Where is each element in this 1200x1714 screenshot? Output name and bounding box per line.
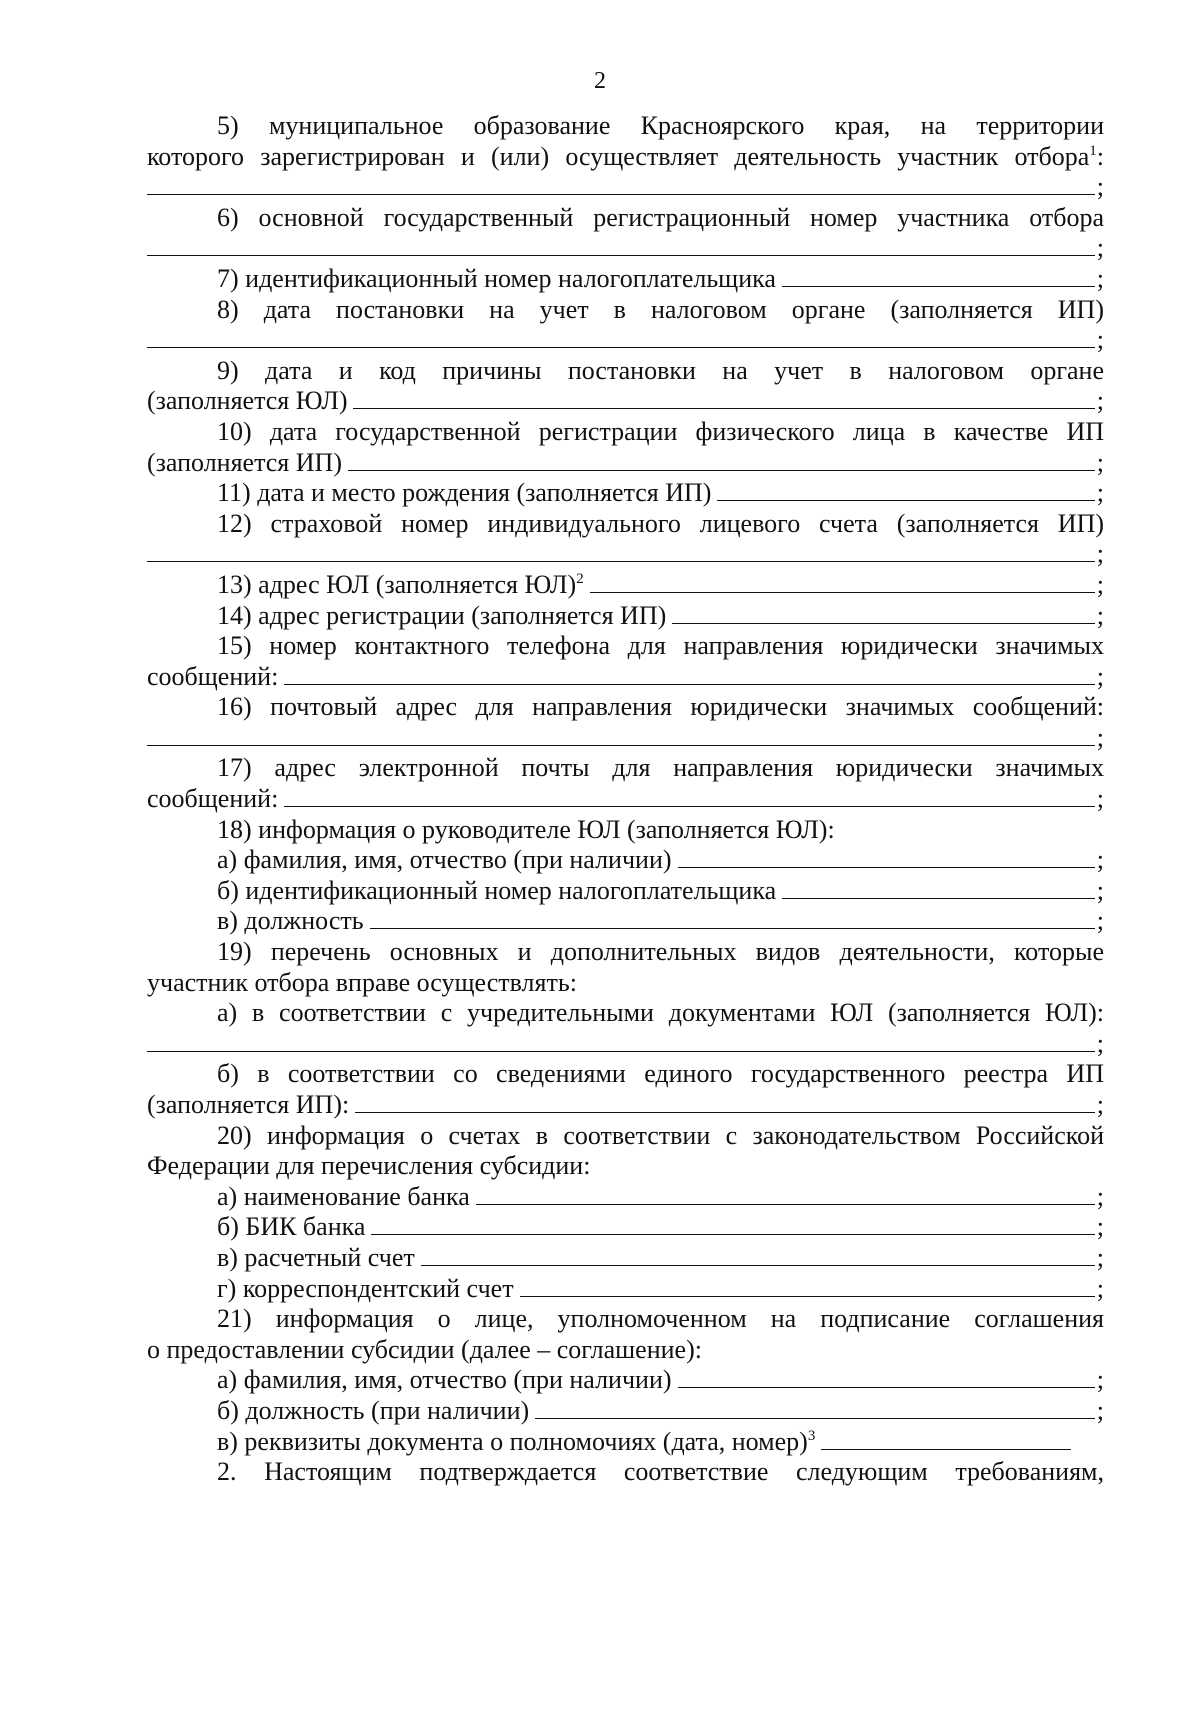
item-5-text-cont: которого зарегистрирован и (или) осуществляет деятельность участник отбора$^1$:	[147, 141, 1104, 171]
item-12-text: 12) страховой номер индивидуального лицевого счета (заполняется ИП)	[217, 508, 1104, 538]
field-ip-registration-date[interactable]	[348, 450, 1095, 471]
field-registration-address[interactable]	[672, 603, 1095, 624]
field-head-position[interactable]	[370, 908, 1095, 929]
item-20d-text: г) корреспондентский счет	[217, 1273, 514, 1303]
item-21c-text: в) реквизиты документа о полномочиях (дата, номер)$^3$	[217, 1426, 816, 1456]
item-20-text: 20) информация о счетах в соответствии с законодательством Российской	[217, 1120, 1104, 1150]
item-17-text-cont: сообщений:	[147, 784, 279, 814]
item-18-text: 18) информация о руководителе ЮЛ (заполняется ЮЛ):	[217, 814, 835, 844]
item-18b-text: б) идентификационный номер налогоплательщика	[217, 875, 777, 905]
field-kpp[interactable]	[353, 388, 1094, 409]
field-phone[interactable]	[284, 664, 1094, 685]
item-20b-text: б) БИК банка	[217, 1212, 366, 1242]
item-19a-text: а) в соответствии с учредительными документами ЮЛ (заполняется ЮЛ):	[217, 998, 1104, 1028]
item-5-text: 5) муниципальное образование Красноярского края, на территории	[217, 111, 1104, 140]
field-bank-bic[interactable]	[371, 1214, 1094, 1235]
item-15-text-cont: сообщений:	[147, 661, 279, 691]
item-19b-text: б) в соответствии со сведениями единого государственного реестра ИП	[217, 1059, 1104, 1089]
item-6-text: 6) основной государственный регистрационный номер участника отбора	[217, 202, 1104, 232]
form-body: 5) муниципальное образование Красноярского края, на территории которого зарегистрирован и (или) осуществляет деятельность участник отбора$^1$: ; 6) основной государственный регистрационный номер участника отбора ; 7) идентификационный номер налогоплательщика ; 8) дата постановки на учет в налоговом органе (заполняется ИП) ; 9) дата и код причины постановки на учет в налоговом органе (заполняется ЮЛ) ; 10) дата государственной регистрации физического лица в качестве ИП (заполняется ИП) ; 11) дата и место рождения (заполняется ИП) ; 12) страховой номер индивидуального лицевого счета (заполняется ИП) ; 13) адрес ЮЛ (заполняется ЮЛ)$^2$ ; 14) адрес регистрации (заполняется ИП) ; 15) номер контактного телефона для направления юридически значимых сообщений: ; 16) почтовый адрес для направления юридически значимых сообщений: ; 17) адрес электронной почты для направления юридически значимых сообщений: ; 18) информация о руководителе ЮЛ (заполняется ЮЛ): а) фамилия, имя, отчество (при наличии) ; б) идентификационный номер налогоплательщика ; в) должность ; 19) перечень основных и дополнительных видов деятельности, которые участник отбора вправе осуществлять: а) в соответствии с учредительными документами ЮЛ (заполняется ЮЛ): ; б) в соответствии со сведениями единого государственного реестра ИП (заполняется ИП): ; 20) информация о счетах в соответствии с законодательством Российской Федерации для перечисления субсидии: а) наименование банка ; б) БИК банка ; в) расчетный счет ; г) корреспондентский счет ; 21) информация о лице, уполномоченном на подписание соглашения о предоставлении субсидии (далее – соглашение): а) фамилия, имя, отчество (при наличии) ; б) должность (при наличии) ; в) реквизиты документа о полномочиях (дата, номер)$^3$ 2. Настоящим подтверждается соответствие следующим требованиям,	[147, 111, 1104, 1487]
field-municipality[interactable]	[147, 174, 1095, 195]
item-8-text: 8) дата постановки на учет в налоговом органе (заполняется ИП)	[217, 294, 1104, 324]
item-16-text: 16) почтовый адрес для направления юридически значимых сообщений:	[217, 692, 1104, 722]
item-10-text-cont: (заполняется ИП)	[147, 447, 342, 477]
item-19-text-cont: участник отбора вправе осуществлять:	[147, 967, 577, 997]
item-14-text: 14) адрес регистрации (заполняется ИП)	[217, 600, 667, 630]
field-authority-document[interactable]	[821, 1429, 1071, 1450]
item-21a-text: а) фамилия, имя, отчество (при наличии)	[217, 1365, 672, 1395]
field-correspondent-account[interactable]	[520, 1276, 1095, 1297]
item-9-text-cont: (заполняется ЮЛ)	[147, 386, 348, 416]
field-settlement-account[interactable]	[421, 1245, 1095, 1266]
field-bank-name[interactable]	[476, 1184, 1095, 1205]
field-activities-charter[interactable]	[147, 1031, 1095, 1052]
field-legal-address[interactable]	[590, 572, 1095, 593]
field-inn[interactable]	[782, 266, 1095, 287]
item-18c-text: в) должность	[217, 906, 364, 936]
field-birth-date-place[interactable]	[717, 480, 1094, 501]
field-snils[interactable]	[147, 541, 1095, 562]
field-activities-egrip[interactable]	[355, 1092, 1095, 1113]
page-number: 2	[594, 68, 606, 94]
item-21b-text: б) должность (при наличии)	[217, 1395, 530, 1425]
item-10-text: 10) дата государственной регистрации физического лица в качестве ИП	[217, 416, 1104, 446]
field-signatory-position[interactable]	[535, 1398, 1095, 1419]
item-13-text: 13) адрес ЮЛ (заполняется ЮЛ)$^2$	[217, 569, 584, 599]
footnote-ref-3: 3	[807, 1427, 816, 1444]
item-21-text: 21) информация о лице, уполномоченном на подписание соглашения	[217, 1304, 1104, 1334]
field-head-fullname[interactable]	[678, 847, 1095, 868]
item-17-text: 17) адрес электронной почты для направления юридически значимых	[217, 753, 1104, 783]
field-email[interactable]	[284, 786, 1094, 807]
item-7-text: 7) идентификационный номер налогоплательщика	[217, 263, 776, 293]
item-11-text: 11) дата и место рождения (заполняется ИП)	[217, 478, 712, 508]
field-postal-address[interactable]	[147, 725, 1095, 746]
item-15-text: 15) номер контактного телефона для направления юридически значимых	[217, 631, 1104, 661]
paragraph-2-text: 2. Настоящим подтверждается соответствие следующим требованиям,	[217, 1457, 1104, 1487]
field-ogrn[interactable]	[147, 235, 1095, 256]
item-21-text-cont: о предоставлении субсидии (далее – соглашение):	[147, 1334, 702, 1364]
item-18a-text: а) фамилия, имя, отчество (при наличии)	[217, 845, 672, 875]
footnote-ref-2: 2	[576, 570, 584, 587]
item-20c-text: в) расчетный счет	[217, 1242, 415, 1272]
item-9-text: 9) дата и код причины постановки на учет в налоговом органе	[217, 355, 1104, 385]
field-tax-registration-date[interactable]	[147, 327, 1095, 348]
item-19-text: 19) перечень основных и дополнительных видов деятельности, которые	[217, 937, 1104, 967]
field-head-inn[interactable]	[782, 878, 1095, 899]
footnote-ref-1: 1	[1089, 142, 1097, 159]
item-20-text-cont: Федерации для перечисления субсидии:	[147, 1151, 591, 1181]
field-signatory-fullname[interactable]	[678, 1367, 1095, 1388]
item-20a-text: а) наименование банка	[217, 1181, 470, 1211]
item-19b-text-cont: (заполняется ИП):	[147, 1090, 350, 1119]
